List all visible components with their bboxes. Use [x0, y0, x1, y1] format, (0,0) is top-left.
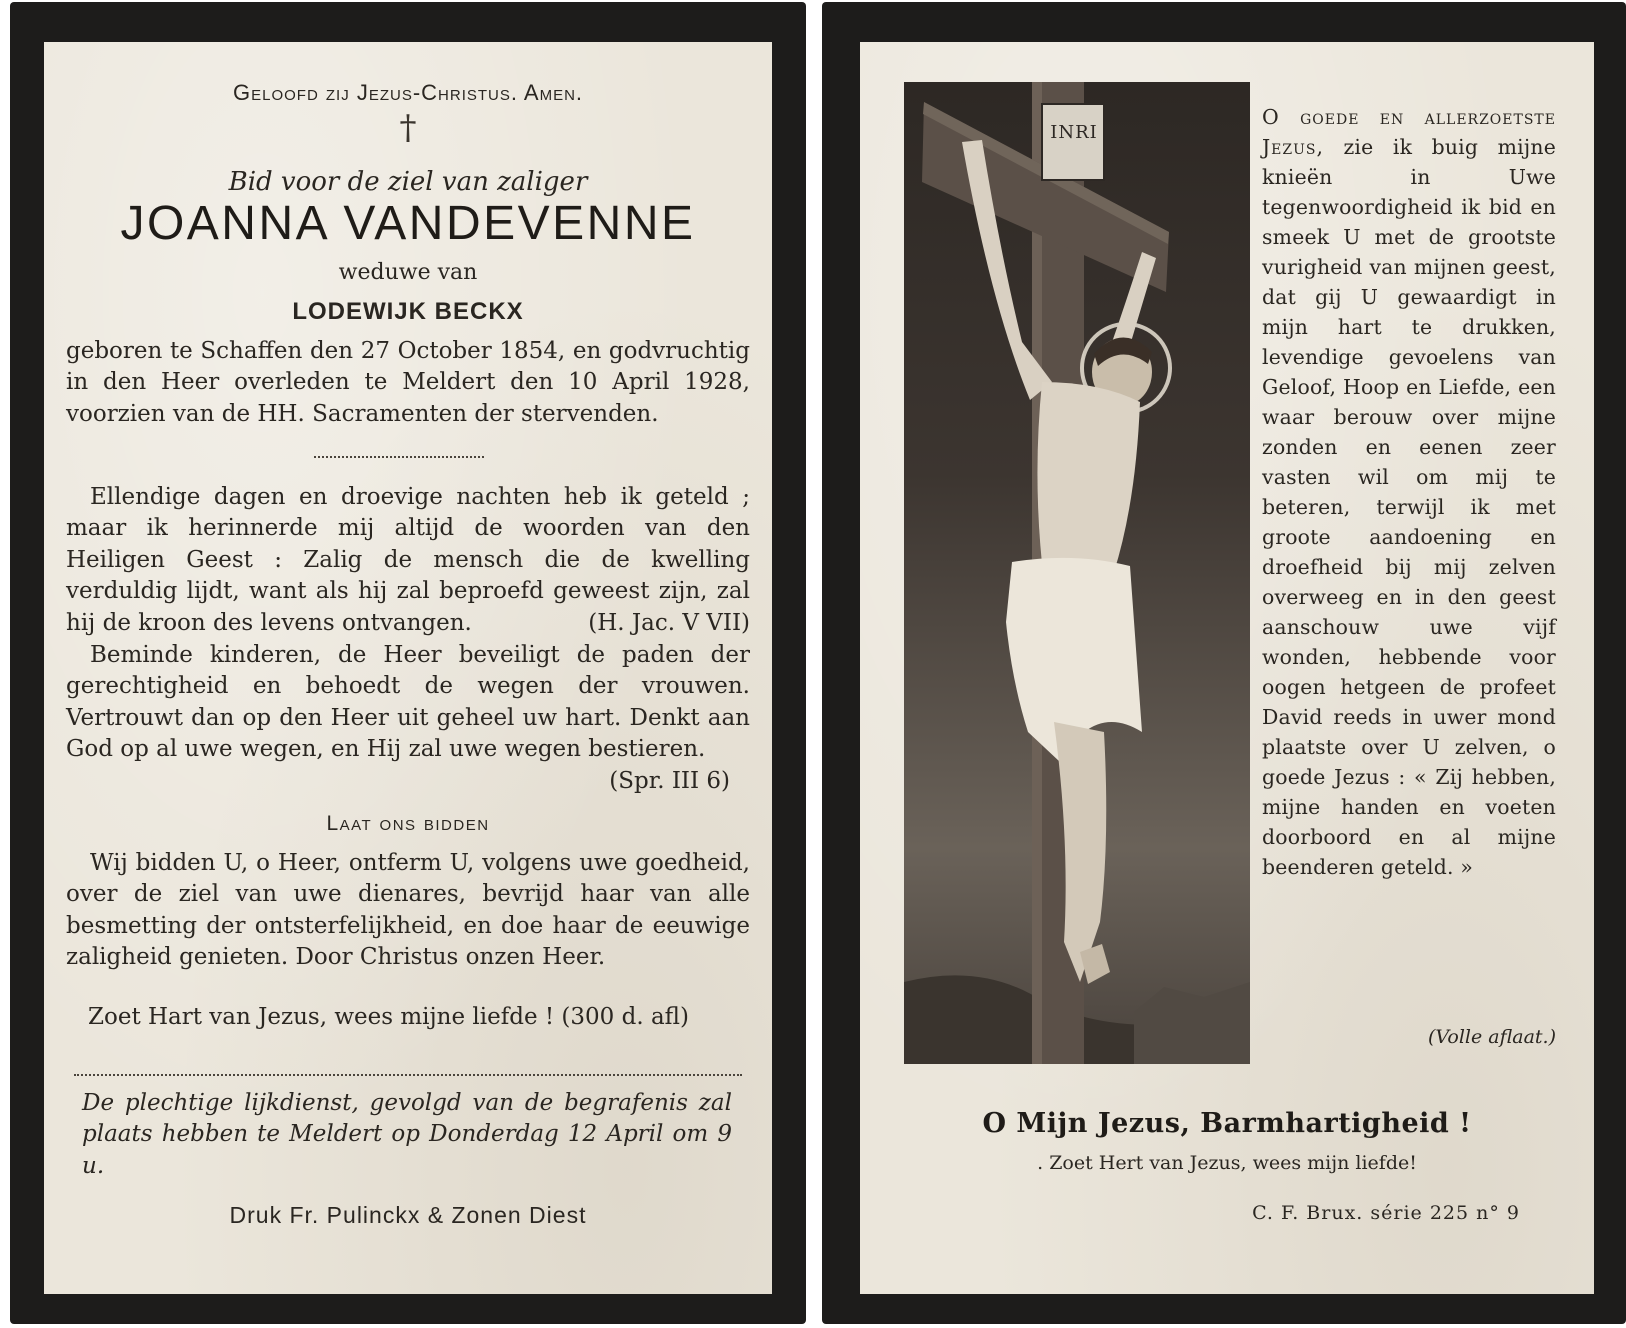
indulgence-note: (Volle aflaat.): [1427, 1026, 1556, 1048]
verse-1-text: Ellendige dagen en droevige nachten heb ik geteld ; maar ik herinnerde mij altijd de woorden van den Heiligen Geest : Zalig de mensch die de kwelling verduldig lijdt, want als hij zal beproefd geweest zijn, zal hij de kroon des levens ontvangen.: [66, 484, 750, 636]
funeral-notice: De plechtige lijkdienst, gevolgd van de begrafenis zal plaats hebben te Meldert op Donderdag 12 April om 9 u.: [82, 1090, 732, 1179]
verse-2: [66, 640, 750, 797]
sacred-heart-line-right: . Zoet Hert van Jezus, wees mijn liefde!: [1037, 1152, 1417, 1174]
deceased-name: JOANNA VANDEVENNE: [120, 197, 696, 250]
biography: geboren te Schaffen den 27 October 1854, en godvruchtig in den Heer overleden te Meldert den 10 April 1928, voorzien van de HH. Sacramenten der stervenden.: [66, 338, 750, 427]
pray-line: Bid voor de ziel van zaliger: [228, 167, 588, 197]
widow-of: weduwe van: [338, 260, 478, 285]
prayer-body: zie ik buig mijne knieën in Uwe tegenwoordigheid ik bid en smeek U met de grootste vurigheid van mijnen geest, dat gij U gewaardigt in mijn hart te drukken, levendige gevoelens van Geloof, Hoop en Liefde, een waar berouw over mijne zonden en eenen zeer vasten wil om mij te beteren, terwijl ik met groote aandoening en droefheid bij mij zelven overweeg en in den geest aanschouw uwe vijf wonden, hebbende voor oogen hetgeen de profeet David reeds in uwer mond plaatste over U zelven, o goede Jezus : « Zij hebben, mijne handen en voeten doorboord en al mijne beenderen geteld. »: [1262, 135, 1556, 879]
crucifix-illustration: [904, 82, 1250, 1064]
prayer-opening: O goede en allerzoetste Jezus,: [1262, 105, 1556, 159]
dotted-divider-2: [74, 1074, 742, 1076]
printer-credit: Druk Fr. Pulinckx & Zonen Diest: [229, 1202, 587, 1228]
prayer-text: Wij bidden U, o Heer, ontferm U, volgens uwe goedheid, over de ziel van uwe dienares, bevrijd haar van alle besmetting der ontsterfelijkheid, en doe haar de eeuwige zaligheid genieten. Door Christus onzen Heer.: [66, 850, 750, 971]
spouse-name: LODEWIJK BECKX: [292, 298, 524, 325]
verse-1: [66, 482, 750, 639]
memorial-card-back: [822, 2, 1626, 1324]
mercy-invocation: O Mijn Jezus, Barmhartigheid !: [982, 1108, 1472, 1139]
card-back-paper: [860, 42, 1594, 1294]
series-number: C. F. Brux. série 225 n° 9: [1252, 1202, 1520, 1224]
verse-1-ref: (H. Jac. V VII): [588, 609, 750, 636]
inri-plaque: INRI: [1050, 122, 1098, 143]
memorial-card-front: [10, 2, 806, 1324]
prayer-title: Laat ons bidden: [326, 812, 490, 835]
card-front-paper: [44, 42, 772, 1294]
crucifix-picture: [904, 82, 1250, 1064]
verse-2-ref: (Spr. III 6): [609, 767, 730, 794]
verse-2-text: Beminde kinderen, de Heer beveiligt de paden der gerechtigheid en behoedt de wegen der vrouwen. Vertrouwt dan op den Heer uit geheel uw hart. Denkt aan God op al uwe wegen, en Hij zal uwe wegen bestieren.: [66, 642, 750, 763]
prayer-right: [1262, 102, 1556, 882]
dotted-divider: [314, 456, 484, 458]
sacred-heart-line: Zoet Hart van Jezus, wees mijne liefde ! (300 d. afl): [88, 1004, 689, 1030]
cross-icon: †: [399, 108, 417, 148]
motto: Geloofd zij Jezus-Christus. Amen.: [232, 80, 584, 105]
